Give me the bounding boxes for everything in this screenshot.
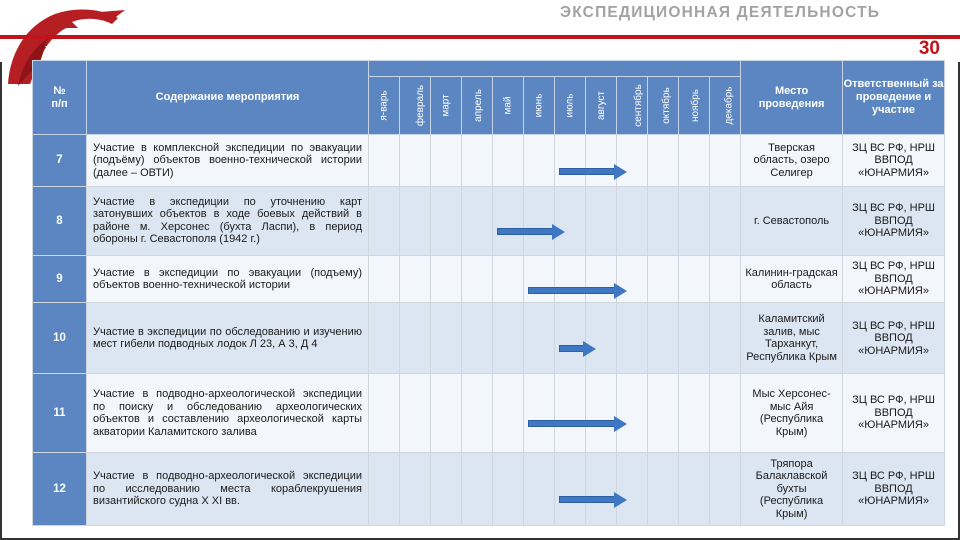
event-place: Калинин-градская область (741, 255, 843, 303)
month-cell (586, 186, 617, 255)
arrow-head (614, 416, 627, 432)
row-number: 7 (33, 135, 87, 187)
event-description: Участие в подводно-археологической экспедиции по исследованию места кораблекрушения византийского судна X XI вв. (87, 453, 369, 526)
event-place: г. Севастополь (741, 186, 843, 255)
month-header (586, 77, 617, 135)
month-cell (524, 303, 555, 374)
month-cell (617, 303, 648, 374)
month-header (648, 77, 679, 135)
month-cell (679, 255, 710, 303)
month-cell (400, 303, 431, 374)
month-cell (679, 303, 710, 374)
month-cell (431, 255, 462, 303)
month-cell (400, 453, 431, 526)
table-row (33, 374, 945, 453)
title-divider (0, 35, 960, 39)
month-cell (648, 186, 679, 255)
month-label: июнь (533, 93, 545, 118)
month-label: ноябрь (690, 89, 701, 122)
event-place: Каламитский залив, мыс Тарханкут, Республика Крым (741, 303, 843, 374)
month-cell (710, 135, 741, 187)
timeline-arrow (559, 164, 627, 178)
month-cell (493, 186, 524, 255)
month-label: декабрь (723, 86, 735, 125)
month-cell (400, 255, 431, 303)
page-number: 30 (918, 38, 940, 59)
arrow-head (614, 492, 627, 508)
event-description: Участие в экспедиции по уточнению карт затонувших объектов в ходе боевых действий в районе м. Херсонес (бухта Ласпи), в период обороны г. Севастополя (1942 г.) (87, 186, 369, 255)
table-row (33, 135, 945, 187)
table-row (33, 255, 945, 303)
timeline-arrow (559, 492, 627, 506)
month-cell (617, 374, 648, 453)
month-cell (462, 303, 493, 374)
table-body (33, 135, 945, 526)
timeline-arrow (528, 283, 627, 297)
month-cell (710, 453, 741, 526)
arrow-shaft (497, 228, 554, 235)
month-header (679, 77, 710, 135)
month-cell (648, 453, 679, 526)
month-label: июль (564, 93, 576, 118)
month-cell (431, 186, 462, 255)
slide-title: ЭКСПЕДИЦИОННАЯ ДЕЯТЕЛЬНОСТЬ (560, 4, 881, 21)
month-label: август (595, 91, 607, 120)
month-header (493, 77, 524, 135)
header-content: Содержание мероприятия (87, 61, 369, 135)
month-cell (493, 135, 524, 187)
month-cell (369, 255, 400, 303)
month-cell (555, 186, 586, 255)
month-cell (400, 374, 431, 453)
month-cell (648, 374, 679, 453)
month-cell (493, 303, 524, 374)
table-row (33, 186, 945, 255)
month-cell (555, 374, 586, 453)
month-cell (679, 135, 710, 187)
arrow-head (552, 224, 565, 240)
month-header (710, 77, 741, 135)
month-cell (555, 453, 586, 526)
row-number: 12 (33, 453, 87, 526)
month-cell (493, 255, 524, 303)
month-cell (710, 186, 741, 255)
month-cell (462, 255, 493, 303)
month-cell (493, 374, 524, 453)
arrow-shaft (528, 287, 616, 294)
header-place: Место проведения (741, 61, 843, 135)
month-cell (462, 453, 493, 526)
month-cell (431, 135, 462, 187)
event-responsible: ЗЦ ВС РФ, НРШ ВВПОД «ЮНАРМИЯ» (843, 374, 945, 453)
month-cell (462, 135, 493, 187)
month-cell (431, 374, 462, 453)
month-label: я-варь (378, 90, 390, 121)
expedition-table (32, 60, 945, 526)
month-cell (648, 303, 679, 374)
event-place: Мыс Херсонес-мыс Айя (Республика Крым) (741, 374, 843, 453)
row-number: 10 (33, 303, 87, 374)
month-cell (617, 186, 648, 255)
month-cell (617, 453, 648, 526)
arrow-shaft (559, 168, 616, 175)
event-place: Тверская область, озеро Селигер (741, 135, 843, 187)
month-label: май (502, 96, 514, 115)
month-label: октябрь (660, 87, 672, 124)
month-cell (524, 186, 555, 255)
month-header (431, 77, 462, 135)
table-row (33, 453, 945, 526)
month-cell (586, 374, 617, 453)
month-header (462, 77, 493, 135)
month-cell (555, 303, 586, 374)
month-label: март (440, 94, 452, 117)
arrow-head (583, 341, 596, 357)
month-cell (462, 186, 493, 255)
month-cell (400, 135, 431, 187)
month-cell (710, 255, 741, 303)
row-number: 9 (33, 255, 87, 303)
event-description: Участие в экспедиции по обследованию и изучению мест гибели подводных лодок Л 23, А 3, Д 4 (87, 303, 369, 374)
arrow-head (614, 164, 627, 180)
event-responsible: ЗЦ ВС РФ, НРШ ВВПОД «ЮНАРМИЯ» (843, 186, 945, 255)
event-place: Тряпора Балаклавской бухты (Республика Крым) (741, 453, 843, 526)
month-cell (524, 374, 555, 453)
month-cell (369, 135, 400, 187)
timeline-arrow (559, 341, 596, 355)
month-label: сентябрь (632, 84, 644, 127)
month-header (555, 77, 586, 135)
month-cell (586, 303, 617, 374)
month-header (369, 77, 400, 135)
month-header (617, 77, 648, 135)
event-responsible: ЗЦ ВС РФ, НРШ ВВПОД «ЮНАРМИЯ» (843, 255, 945, 303)
event-description: Участие в комплексной экспедиции по эвакуации (подъёму) объектов военно-технической истории (далее – ОВТИ) (87, 135, 369, 187)
month-label: апрель (472, 89, 484, 122)
month-header (524, 77, 555, 135)
month-cell (679, 374, 710, 453)
month-cell (710, 303, 741, 374)
timeline-arrow (528, 416, 627, 430)
month-cell (679, 453, 710, 526)
event-description: Участие в экспедиции по эвакуации (подъему) объектов военно-технической истории (87, 255, 369, 303)
month-cell (710, 374, 741, 453)
arrow-shaft (528, 420, 616, 427)
month-cell (400, 186, 431, 255)
event-responsible: ЗЦ ВС РФ, НРШ ВВПОД «ЮНАРМИЯ» (843, 453, 945, 526)
event-responsible: ЗЦ ВС РФ, НРШ ВВПОД «ЮНАРМИЯ» (843, 303, 945, 374)
header-months-cap (369, 61, 741, 77)
month-header (400, 77, 431, 135)
month-cell (369, 186, 400, 255)
month-cell (586, 135, 617, 187)
month-cell (431, 453, 462, 526)
event-responsible: ЗЦ ВС РФ, НРШ ВВПОД «ЮНАРМИЯ» (843, 135, 945, 187)
month-cell (493, 453, 524, 526)
month-cell (524, 135, 555, 187)
event-description: Участие в подводно-археологической экспедиции по поиску и обследованию археологических объектов и составлению археологической карты акватории Каламитского залива (87, 374, 369, 453)
month-cell (524, 255, 555, 303)
header-num: № п/п (33, 61, 87, 135)
month-label: февраль (415, 84, 427, 127)
month-cell (679, 186, 710, 255)
month-cell (462, 374, 493, 453)
row-number: 11 (33, 374, 87, 453)
month-cell (431, 303, 462, 374)
row-number: 8 (33, 186, 87, 255)
month-cell (524, 453, 555, 526)
timeline-arrow (497, 224, 565, 238)
month-cell (648, 255, 679, 303)
month-cell (555, 135, 586, 187)
month-cell (369, 303, 400, 374)
month-cell (586, 453, 617, 526)
arrow-shaft (559, 496, 616, 503)
header-responsible: Ответственный за проведение и участие (843, 61, 945, 135)
month-cell (369, 374, 400, 453)
table-row (33, 303, 945, 374)
arrow-head (614, 283, 627, 299)
month-cell (648, 135, 679, 187)
month-cell (369, 453, 400, 526)
arrow-shaft (559, 345, 585, 352)
